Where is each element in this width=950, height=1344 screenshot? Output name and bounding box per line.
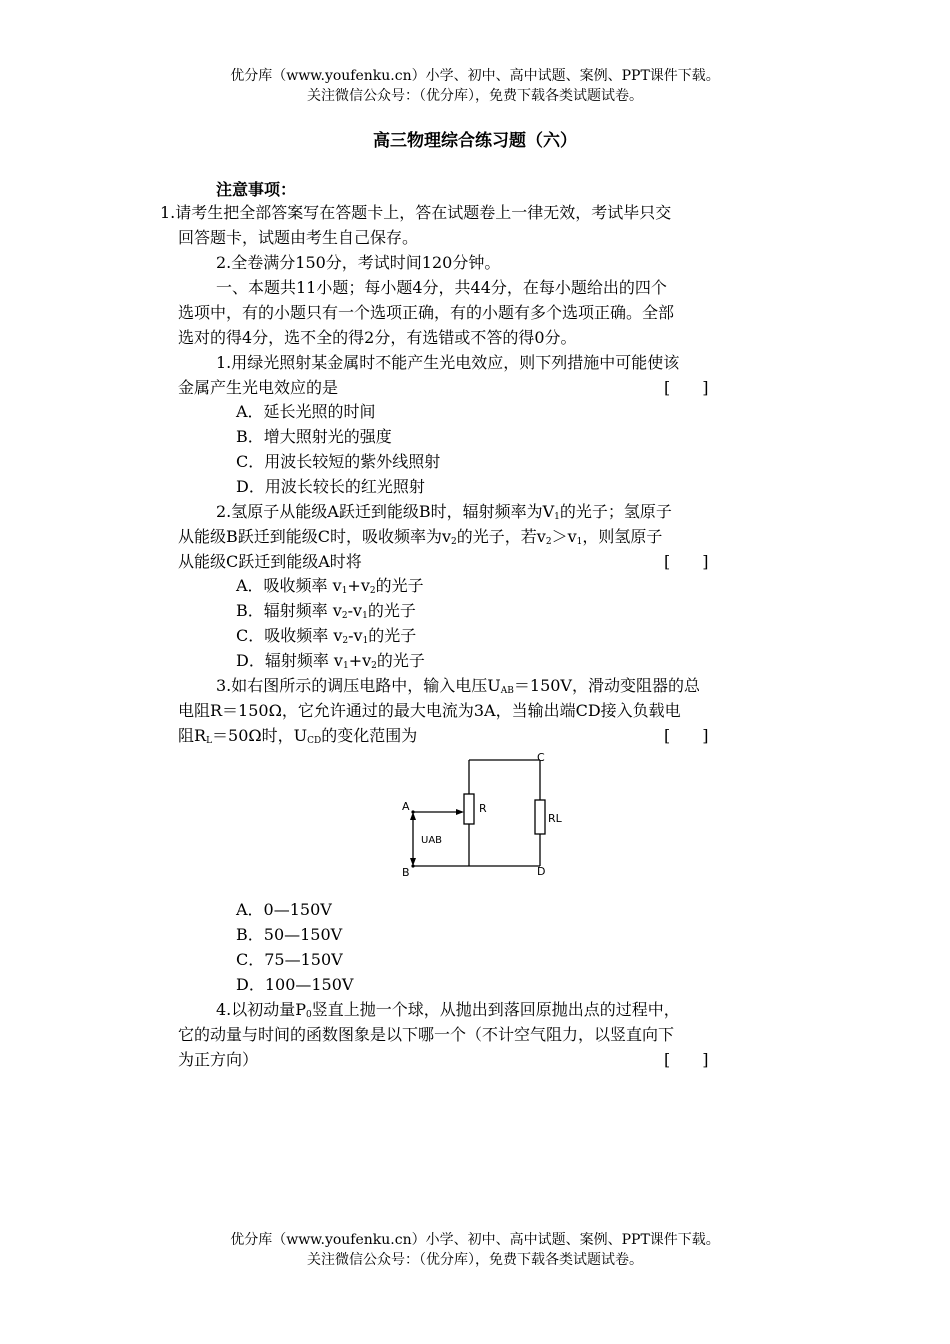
q3-line-3: 阻$R_L=50\Omega$时，$U_{CD}$的变化范围为 [178, 726, 418, 746]
section-1-line-1: 一、本题共11小题；每小题4分，共44分，在每小题给出的四个 [216, 278, 667, 297]
q2-answer-bracket: [ ] [664, 552, 709, 571]
label-a: A [402, 800, 410, 813]
q4-answer-bracket: [ ] [664, 1050, 709, 1069]
q3-option-c: C．75—150V [236, 950, 343, 969]
q1-line-2: 金属产生光电效应的是 [178, 378, 339, 397]
q4-line-3: 为正方向） [178, 1050, 259, 1069]
notice-item-1-line-1: 1.请考生把全部答案写在答题卡上，答在试题卷上一律无效，考试毕只交 [160, 203, 672, 222]
q2-line-2: 从能级B跃迁到能级C时，吸收频率为$v_2$的光子，若$v_2>v_1$，则氢原子 [178, 527, 663, 547]
label-d: D [537, 865, 546, 878]
q2-line-1: 2.氢原子从能级A跃迁到能级B时，辐射频率为$V_1$的光子；氢原子 [216, 502, 672, 522]
label-c: C [537, 751, 545, 764]
q1-option-a: A．延长光照的时间 [236, 402, 376, 421]
page-title: 高三物理综合练习题（六） [373, 131, 577, 151]
q2-line-3: 从能级C跃迁到能级A时将 [178, 552, 362, 571]
slider-arrowhead [456, 809, 464, 815]
q1-option-d: D．用波长较长的红光照射 [236, 477, 425, 496]
q3-option-d: D．100—150V [236, 975, 354, 994]
q1-line-1: 1.用绿光照射某金属时不能产生光电效应，则下列措施中可能使该 [216, 353, 680, 372]
terminal-b-dot [411, 864, 414, 867]
section-1-line-2: 选项中，有的小题只有一个选项正确，有的小题有多个选项正确。全部 [178, 303, 675, 322]
q3-line-1: 3.如右图所示的调压电路中，输入电压$U_{AB}=150V$，滑动变阻器的总 [216, 676, 700, 696]
q4-line-1: 4.以初动量$P_0$竖直上抛一个球，从抛出到落回原抛出点的过程中， [216, 1000, 680, 1020]
notice-heading: 注意事项： [216, 180, 297, 199]
label-r: R [479, 802, 487, 815]
q4-line-2: 它的动量与时间的函数图象是以下哪一个（不计空气阻力，以竖直向下 [178, 1025, 675, 1044]
notice-item-1-line-2: 回答题卡，试题由考生自己保存。 [178, 228, 419, 247]
load-resistor [535, 800, 545, 834]
q1-answer-bracket: [ ] [664, 378, 709, 397]
q1-option-c: C．用波长较短的紫外线照射 [236, 452, 441, 471]
q2-option-a: A．吸收频率 $v_1+v_2$的光子 [236, 576, 424, 596]
q2-option-c: C．吸收频率 $v_2-v_1$的光子 [236, 626, 417, 646]
header-line-2: 关注微信公众号：（优分库），免费下载各类试题试卷。 [307, 88, 643, 104]
circuit-diagram [395, 750, 575, 882]
q1-option-b: B．增大照射光的强度 [236, 427, 392, 446]
section-1-line-3: 选对的得4分，选不全的得2分，有选错或不答的得0分。 [178, 328, 577, 347]
footer-line-2: 关注微信公众号：（优分库），免费下载各类试题试卷。 [307, 1252, 643, 1268]
label-b: B [402, 866, 410, 879]
q3-option-a: A．0—150V [236, 900, 332, 919]
label-rl: RL [548, 812, 562, 825]
q2-option-b: B．辐射频率 $v_2-v_1$的光子 [236, 601, 416, 621]
rheostat-resistor [464, 794, 474, 824]
q3-option-b: B．50—150V [236, 925, 343, 944]
terminal-a-dot [411, 810, 414, 813]
footer-line-1: 优分库（www.youfenku.cn）小学、初中、高中试题、案例、PPT课件下载。 [230, 1232, 720, 1248]
q2-option-d: D．辐射频率 $v_1+v_2$的光子 [236, 651, 425, 671]
q3-line-2: 电阻R＝150Ω，它允许通过的最大电流为3A，当输出端CD接入负载电 [178, 701, 681, 720]
header-line-1: 优分库（www.youfenku.cn）小学、初中、高中试题、案例、PPT课件下载。 [230, 68, 720, 84]
label-uab: UAB [421, 835, 443, 846]
q3-answer-bracket: [ ] [664, 726, 709, 745]
notice-item-2: 2.全卷满分150分，考试时间120分钟。 [216, 253, 501, 272]
